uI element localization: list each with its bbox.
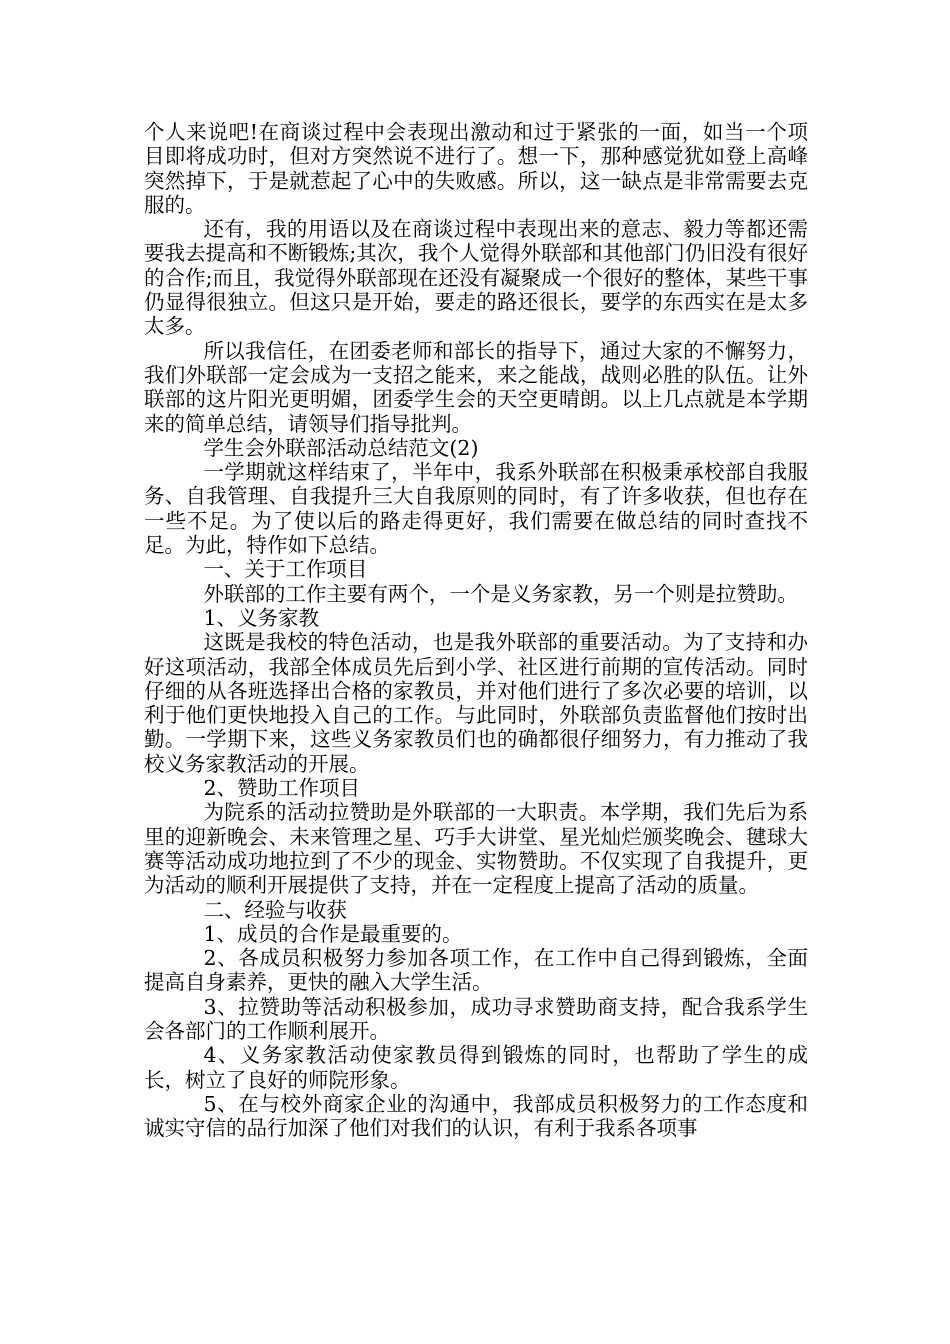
document-body	[144, 120, 808, 1140]
list-item-3: 3、拉赞助等活动积极参加，成功寻求赞助商支持，配合我系学生会各部门的工作顺利展开。	[144, 994, 808, 1043]
paragraph-2: 还有，我的用语以及在商谈过程中表现出来的意志、毅力等都还需要我去提高和不断锻炼;其次，我个人觉得外联部和其他部门仍旧没有很好的合作;而且，我觉得外联部现在还没有凝聚成一个很好的整体，某些干事仍显得很独立。但这只是开始，要走的路还很长，要学的东西实在是太多太多。	[144, 217, 808, 339]
subheading-sponsorship: 2、赞助工作项目	[203, 776, 360, 801]
paragraph-3: 所以我信任，在团委老师和部长的指导下，通过大家的不懈努力，我们外联部一定会成为一支招之能来，来之能战，战则必胜的队伍。让外联部的这片阳光更明媚，团委学生会的天空更晴朗。以上几点就是本学期来的简单总结，请领导们指导批判。	[144, 338, 808, 436]
paragraph-1: 个人来说吧!在商谈过程中会表现出激动和过于紧张的一面，如当一个项目即将成功时，但对方突然说不进行了。想一下，那种感觉犹如登上高峰突然掉下，于是就惹起了心中的失败感。所以，这一缺点是非常需要去克服的。	[144, 120, 808, 217]
paragraph-4: 一学期就这样结束了，半年中，我系外联部在积极秉承校部自我服务、自我管理、自我提升三大自我原则的同时，有了许多收获，但也存在一些不足。为了使以后的路走得更好，我们需要在做总结的同时查找不足。为此，特作如下总结。	[144, 460, 808, 558]
paragraph-6: 这既是我校的特色活动，也是我外联部的重要活动。为了支持和办好这项活动，我部全体成员先后到小学、社区进行前期的宣传活动。同时仔细的从各班选择出合格的家教员，并对他们进行了多次必要的培训，以利于他们更快地投入自己的工作。与此同时，外联部负责监督他们按时出勤。一学期下来，这些义务家教员们也的确都很仔细努力，有力推动了我校义务家教活动的开展。	[144, 630, 808, 776]
paragraph-7: 为院系的活动拉赞助是外联部的一大职责。本学期，我们先后为系里的迎新晚会、未来管理之星、巧手大讲堂、星光灿烂颁奖晚会、毽球大赛等活动成功地拉到了不少的现金、实物赞助。不仅实现了自我提升，更为活动的顺利开展提供了支持，并在一定程度上提高了活动的质量。	[144, 800, 808, 898]
heading-experience: 二、经验与收获	[203, 897, 347, 922]
list-item-5: 5、在与校外商家企业的沟通中，我部成员积极努力的工作态度和诚实守信的品行加深了他们对我们的认识，有利于我系各项事	[144, 1091, 808, 1141]
list-item-2: 2、各成员积极努力参加各项工作，在工作中自己得到锻炼，全面提高自身素养，更快的融入大学生活。	[144, 946, 808, 995]
paragraph-5: 外联部的工作主要有两个，一个是义务家教，另一个则是拉赞助。	[203, 581, 798, 606]
list-item-1: 1、成员的合作是最重要的。	[203, 921, 463, 946]
subheading-tutoring: 1、义务家教	[203, 605, 319, 630]
section-title: 学生会外联部活动总结范文(2)	[203, 435, 479, 460]
list-item-4: 4、义务家教活动使家教员得到锻炼的同时，也帮助了学生的成长，树立了良好的师院形象。	[144, 1043, 808, 1092]
heading-work-projects: 一、关于工作项目	[203, 557, 368, 582]
